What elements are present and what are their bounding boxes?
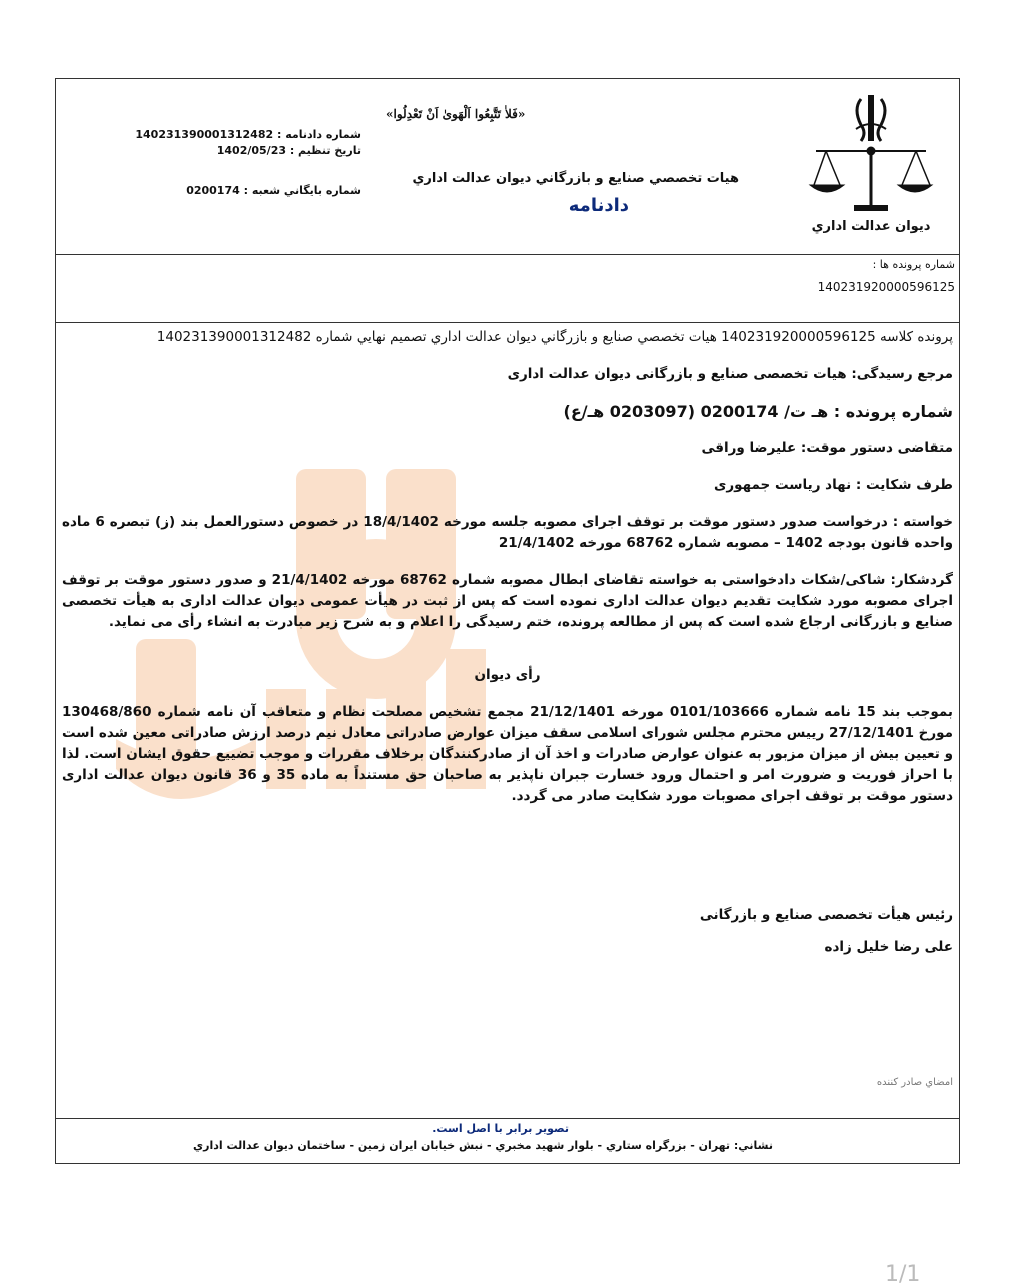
file-no-line: شماره پرونده : هـ ت/ 0200174 (0203097 هـ/ع) bbox=[563, 402, 953, 421]
file-numbers-section bbox=[56, 254, 959, 323]
header-meta bbox=[131, 127, 361, 199]
signer-name: علی رضا خليل زاده bbox=[824, 939, 953, 955]
scales-of-justice-icon bbox=[806, 89, 936, 217]
respondent-line: طرف شکايت : نهاد رياست جمهوری bbox=[713, 477, 953, 493]
signature-block bbox=[700, 899, 953, 963]
narrative-paragraph: گردشکار: شاکی/شکات دادخواستی به خواسته تقاضای ابطال مصوبه شماره 68762 مورخه 21/4/1402 و صدور دستور موقت بر توقف اجرای مصوبه مورد شکايت تقديم ديوان عدالت اداری نموده است که پس از ثبت در هيأت عمومی ديوان عدالت اداری به هيأت تخصصی صنايع و بازرگانی ارجاع شده است که پس از مطالعه پرونده، ختم رسيدگی را اعلام و به شرح زير مبادرت به انشاء رأی می نمايد. bbox=[62, 572, 953, 630]
applicant-line: متقاضی دستور موقت: عليرضا وراقی bbox=[701, 440, 953, 456]
archive-number: شماره بايگاني شعبه : 0200174 bbox=[186, 184, 361, 197]
board-name: هيات تخصصي صنايع و بازرگاني ديوان عدالت اداري bbox=[412, 171, 739, 186]
class-line: پرونده كلاسه 140231920000596125 هيات تخصصي صنايع و بازرگاني ديوان عدالت اداري تصميم نهايي شماره 140231390001312482 bbox=[156, 329, 953, 345]
document-footer bbox=[56, 1118, 959, 1163]
ruling-title: رأی ديوان bbox=[474, 667, 541, 683]
file-number: 140231920000596125 bbox=[817, 280, 955, 294]
document-page bbox=[55, 78, 960, 1164]
certified-copy-note: تصوير برابر با اصل است. bbox=[432, 1122, 569, 1135]
verdict-number: شماره دادنامه : 140231390001312482 bbox=[135, 128, 361, 141]
reference-line: مرجع رسيدگی: هيات تخصصی صنايع و بازرگانی ديوان عدالت اداری bbox=[507, 366, 953, 382]
file-numbers-label: شماره پرونده ها : bbox=[872, 258, 955, 271]
page-indicator: 1/1 bbox=[885, 1262, 921, 1287]
quran-verse: «فَلاٰ تَتَّبِعُوا اَلْهَوىٰ اَنْ تَعْدِلُوا» bbox=[386, 107, 526, 121]
issuer-signature-label: امضاي صادر كننده bbox=[876, 1077, 953, 1088]
document-header bbox=[56, 79, 959, 255]
issue-date: تاريخ تنظيم : 1402/05/23 bbox=[216, 144, 361, 157]
ruling-paragraph: بموجب بند 15 نامه شماره 0101/103666 مورخه 21/12/1401 مجمع تشخيص مصلحت نظام و متعاقب آن نامه شماره 130468/860 مورخ 27/12/1401 رييس محترم مجلس شورای اسلامی سقف ميزان عوارض صادراتی معادل نيم درصد ارزش صادراتی معين شده است و تعيين بيش از ميزان مزبور به عنوان عوارض صادرات و اخذ آن از صادرکنندگان برخلاف مقررات و موجب تضييع حقوق ايشان است. لذا با احراز فوريت و ضرورت امر و احتمال ورود خسارت جبران ناپذير به صاحبان حق مستنداً به ماده 35 و 36 قانون ديوان عدالت اداری دستور موقت بر توقف اجرای مصوبات مورد شکايت صادر می گردد. bbox=[62, 704, 954, 804]
document-body bbox=[62, 327, 953, 807]
emblem-label: ديوان عدالت اداري bbox=[811, 219, 931, 234]
signer-position: رئيس هيأت تخصصی صنايع و بازرگانی bbox=[699, 907, 953, 923]
request-paragraph: خواسته : درخواست صدور دستور موقت بر توقف اجرای مصوبه جلسه مورخه 18/4/1402 در خصوص دستورالعمل بند (ز) تبصره 6 ماده واحده قانون بودجه 1402 – مصوبه شماره 68762 مورخه 21/4/1402 bbox=[62, 514, 953, 551]
court-emblem bbox=[801, 89, 941, 239]
document-title: دادنامه bbox=[568, 195, 629, 216]
court-address: نشاني: تهران - بزرگراه ستاري - بلوار شهيد مخبري - نبش خيابان ايران زمين - ساختمان ديوان عدالت اداري bbox=[193, 1139, 773, 1152]
